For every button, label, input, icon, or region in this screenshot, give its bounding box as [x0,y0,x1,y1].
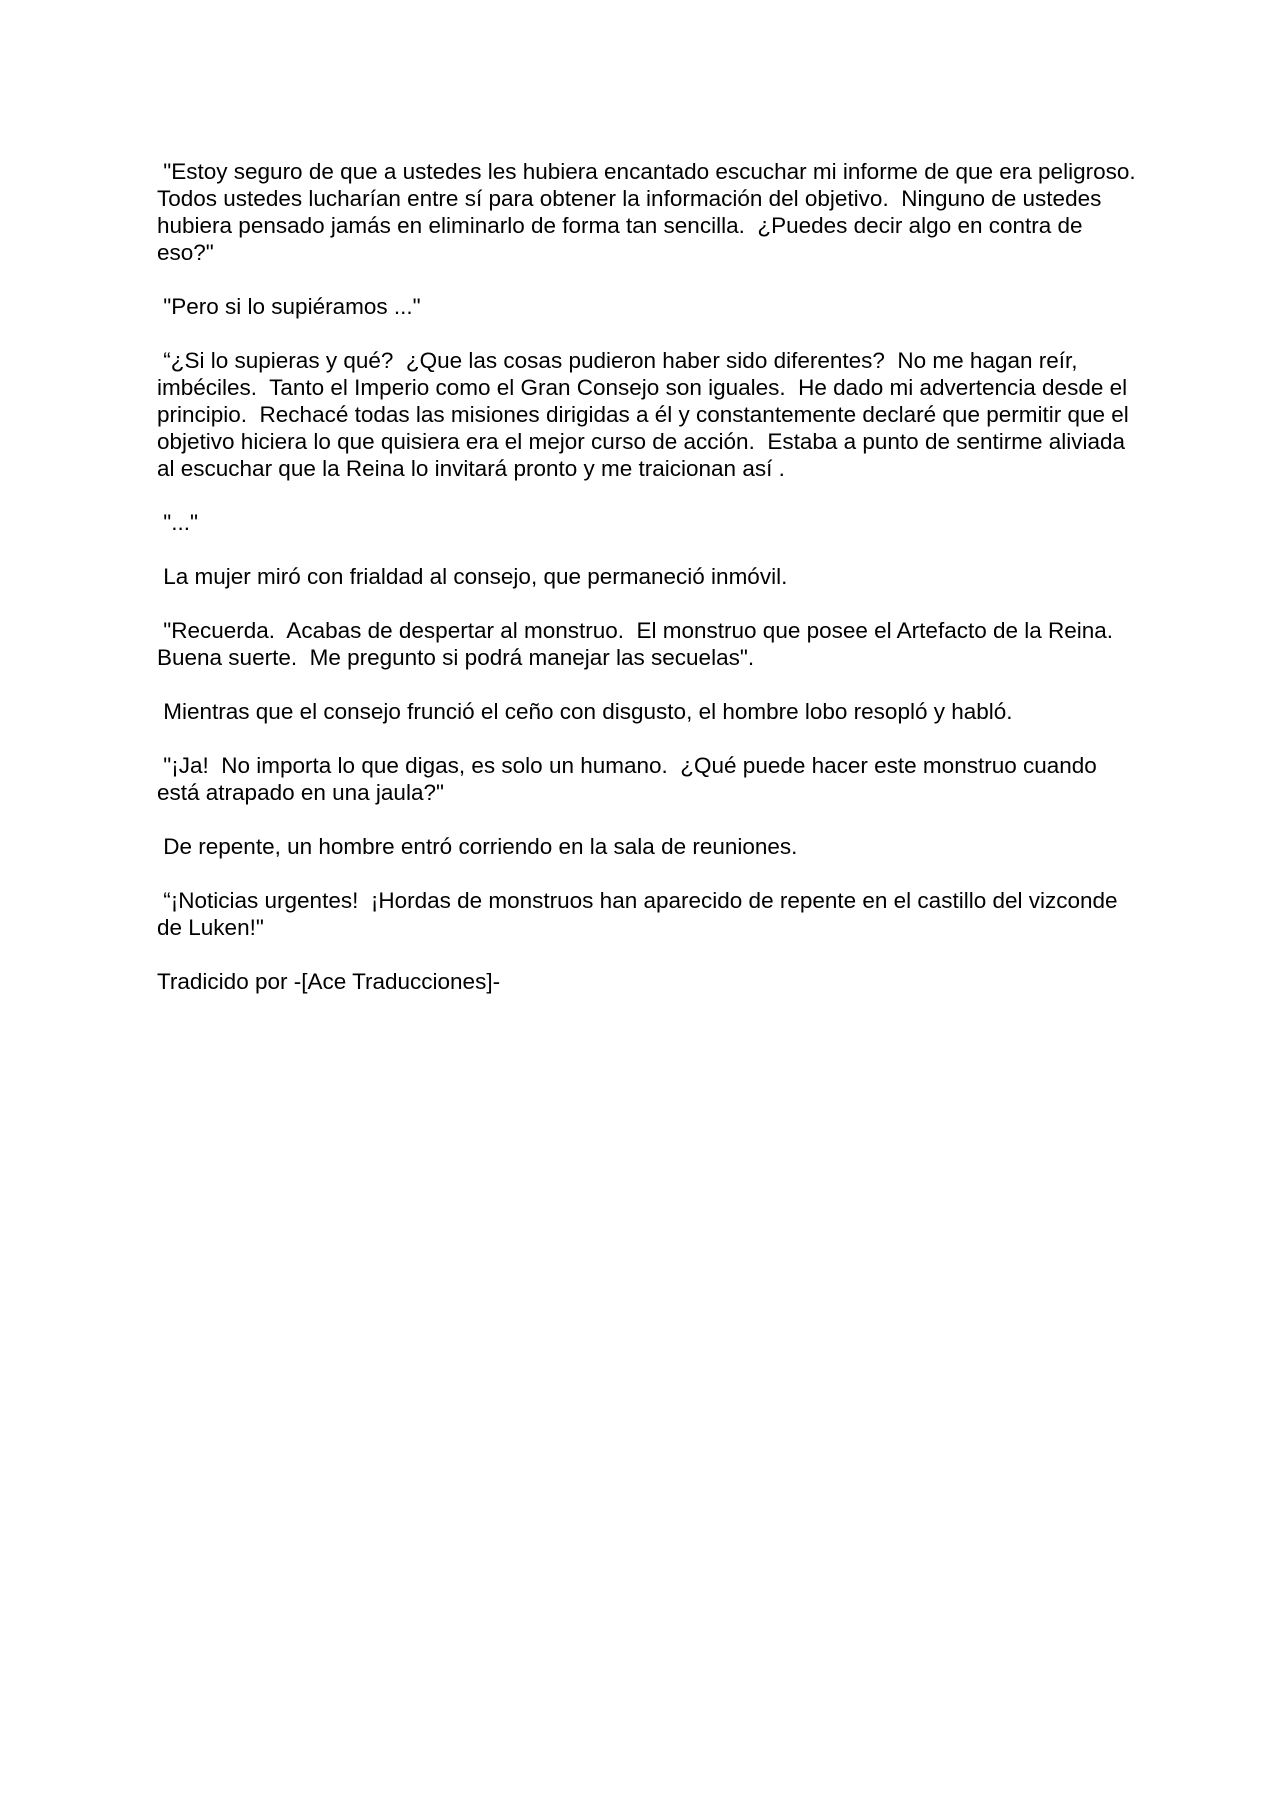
paragraph-6: "Recuerda. Acabas de despertar al monstruo. El monstruo que posee el Artefacto de la Reina. Buena suerte. Me pregunto si podrá manejar las secuelas". [157,618,1126,670]
paragraph-3: “¿Si lo supieras y qué? ¿Que las cosas pudieron haber sido diferentes? No me hagan reír, imbéciles. Tanto el Imperio como el Gran Consejo son iguales. He dado mi advertencia desde el principio. Rechacé todas las misiones dirigidas a él y constantemente declaré que permitir que el objetivo hiciera lo que quisiera era el mejor curso de acción. Estaba a punto de sentirme aliviada al escuchar que la Reina lo invitará pronto y me traicionan así . [157,348,1136,481]
paragraph-5: La mujer miró con frialdad al consejo, que permaneció inmóvil. [157,564,788,589]
paragraph-10: “¡Noticias urgentes! ¡Hordas de monstruos han aparecido de repente en el castillo del vizconde de Luken!" [157,888,1124,940]
paragraph-9: De repente, un hombre entró corriendo en la sala de reuniones. [157,834,798,859]
document-body [157,158,1148,1022]
paragraph-2: "Pero si lo supiéramos ..." [157,294,421,319]
translator-credit: Tradicido por -[Ace Traducciones]- [157,969,501,994]
paragraph-1: "Estoy seguro de que a ustedes les hubiera encantado escuchar mi informe de que era peligroso. Todos ustedes lucharían entre sí para obtener la información del objetivo. Ninguno de ustedes hubiera pensado jamás en eliminarlo de forma tan sencilla. ¿Puedes decir algo en contra de eso?" [157,159,1148,265]
paragraph-4: "..." [157,510,198,535]
paragraph-8: "¡Ja! No importa lo que digas, es solo un humano. ¿Qué puede hacer este monstruo cuando está atrapado en una jaula?" [157,753,1104,805]
paragraph-7: Mientras que el consejo frunció el ceño con disgusto, el hombre lobo resopló y habló. [157,699,1013,724]
